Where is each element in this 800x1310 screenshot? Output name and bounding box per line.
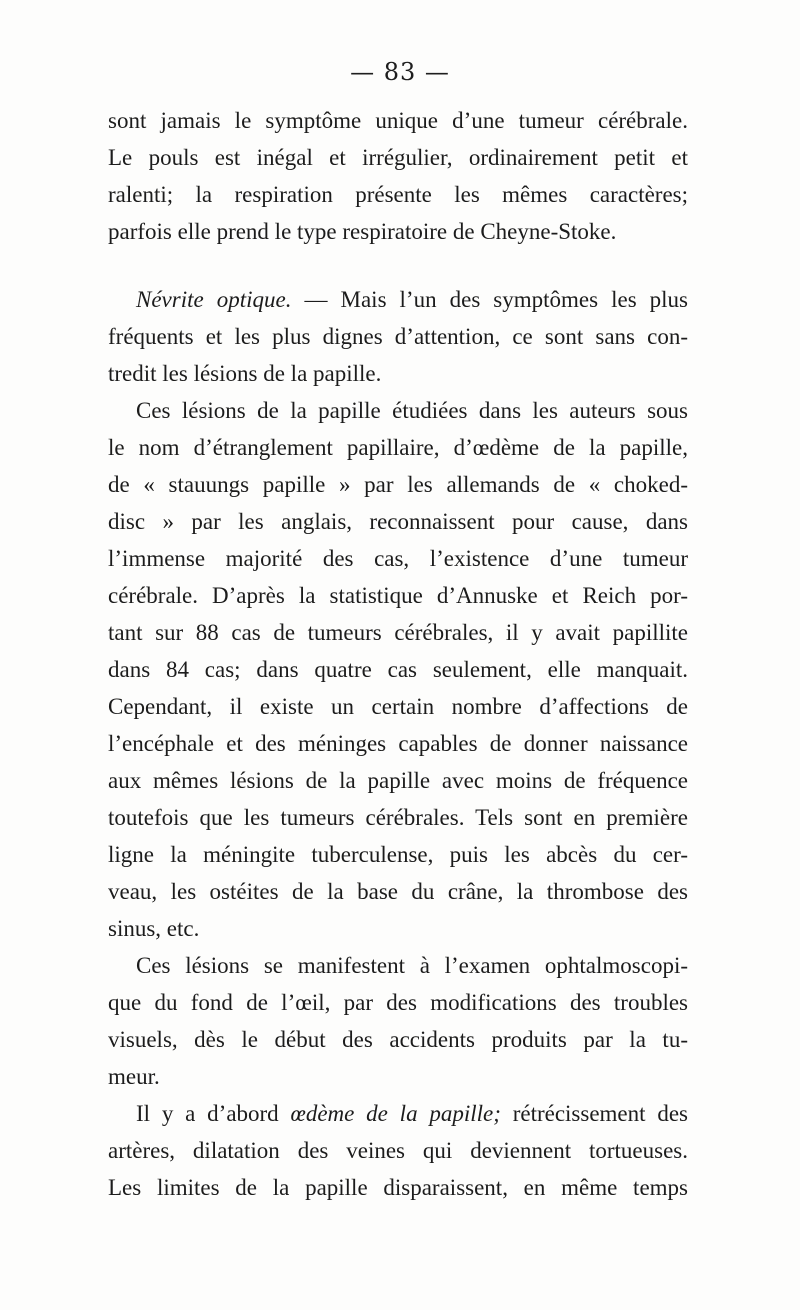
text-line: Cependant, il existe un certain nombre d’affections de xyxy=(108,694,688,719)
text-line: le nom d’étranglement papillaire, d’œdème de la papille, xyxy=(108,435,688,460)
page-number: — 83 — xyxy=(350,58,450,86)
text-line: Ces lésions de la papille étudiées dans les auteurs sous xyxy=(136,398,688,423)
text-line: ligne la méningite tuberculense, puis les abcès du cer- xyxy=(108,842,688,867)
text-line: de « stauungs papille » par les allemands de « choked- xyxy=(108,472,688,497)
text-line: l’immense majorité des cas, l’existence d’une tumeur xyxy=(108,546,688,571)
text-line: sont jamais le symptôme unique d’une tumeur cérébrale. xyxy=(108,108,688,133)
text-line: tant sur 88 cas de tumeurs cérébrales, il y avait papillite xyxy=(108,620,688,645)
text-line: artères, dilatation des veines qui deviennent tortueuses. xyxy=(108,1138,688,1163)
text-line-mixed xyxy=(108,1095,688,1132)
text-line: fréquents et les plus dignes d’attention, ce sont sans con- xyxy=(108,324,688,349)
text-line: ralenti; la respiration présente les mêmes caractères; xyxy=(108,182,688,207)
text-line: tredit les lésions de la papille. xyxy=(108,361,382,386)
body-text xyxy=(108,102,688,1206)
text-fragment: Il y a d’abord xyxy=(136,1101,291,1126)
text-line: Le pouls est inégal et irrégulier, ordinairement petit et xyxy=(108,145,688,170)
text-line: parfois elle prend le type respiratoire de Cheyne-Stoke. xyxy=(108,219,617,244)
text-line: visuels, dès le début des accidents produits par la tu- xyxy=(108,1027,688,1052)
section-line-nevrite xyxy=(108,281,688,318)
italic-term: œdème de la papille; xyxy=(290,1101,501,1126)
section-heading: Névrite optique. xyxy=(136,287,292,312)
text-line: que du fond de l’œil, par des modifications des troubles xyxy=(108,990,688,1015)
text-line: Les limites de la papille disparaissent, en même temps xyxy=(108,1175,688,1200)
heading-dash: — xyxy=(291,287,341,312)
text-line: veau, les ostéites de la base du crâne, la thrombose des xyxy=(108,879,688,904)
text-line: meur. xyxy=(108,1064,160,1089)
text-line: l’encéphale et des méninges capables de donner naissance xyxy=(108,731,688,756)
text-line: Ces lésions se manifestent à l’examen ophtalmoscopi- xyxy=(136,953,688,978)
text-line: disc » par les anglais, reconnaissent pour cause, dans xyxy=(108,509,688,534)
text-fragment: Mais l’un des symptômes les plus xyxy=(340,287,689,312)
text-fragment: rétrécissement des xyxy=(500,1101,688,1126)
text-line: cérébrale. D’après la statistique d’Annuske et Reich por- xyxy=(108,583,688,608)
text-line: sinus, etc. xyxy=(108,916,200,941)
text-line: toutefois que les tumeurs cérébrales. Tels sont en première xyxy=(108,805,688,830)
text-line: aux mêmes lésions de la papille avec moins de fréquence xyxy=(108,768,688,793)
text-line: dans 84 cas; dans quatre cas seulement, elle manquait. xyxy=(108,657,688,682)
